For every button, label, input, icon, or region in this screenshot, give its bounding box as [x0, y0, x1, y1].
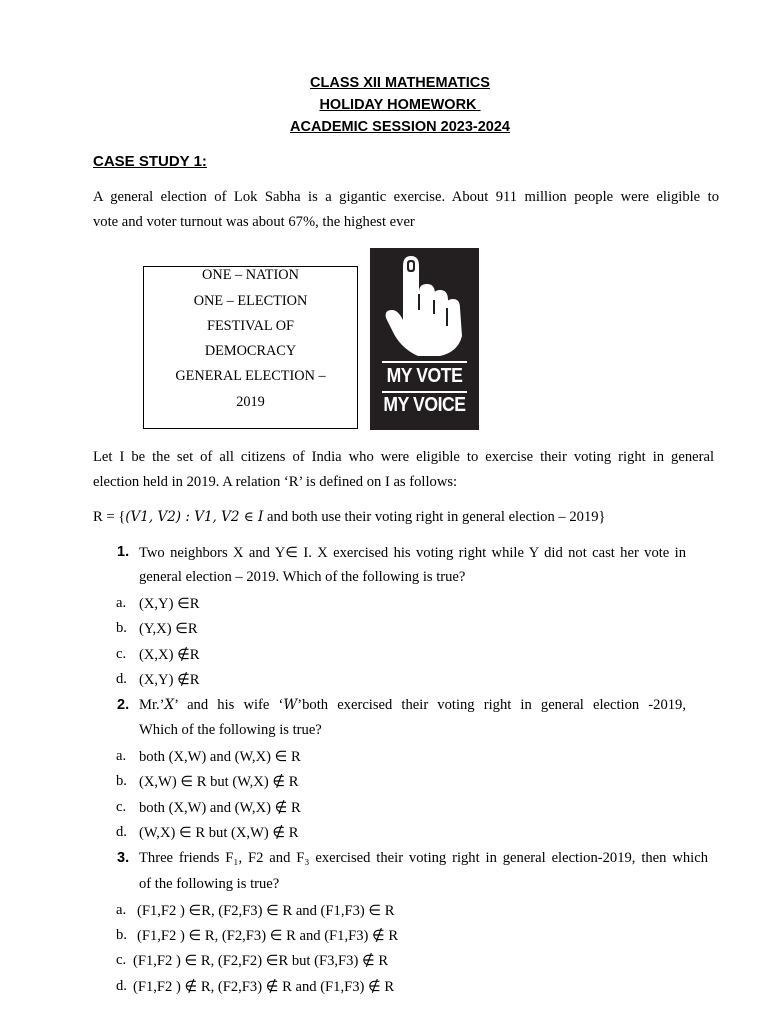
slogan-line: 2019: [236, 394, 265, 410]
question-1-line-2: general election – 2019. Which of the following is true?: [139, 569, 466, 585]
intro-line-1: A general election of Lok Sabha is a gigantic exercise. About 911 million people were eligible to: [93, 189, 719, 205]
question-2-line-1: [139, 697, 686, 714]
option-text: (Y,X) ∈R: [139, 621, 198, 637]
option-letter: b.: [116, 620, 127, 636]
option-a: [116, 748, 301, 765]
poster-divider: [382, 391, 467, 393]
q2-var-x: X: [164, 697, 175, 713]
option-text: (F1,F2 ) ∈ R, (F2,F2) ∈R but (F3,F3) ∉ R: [133, 953, 389, 969]
option-letter: a.: [116, 595, 127, 611]
title-class: CLASS XII MATHEMATICS: [310, 75, 490, 91]
option-text: (F1,F2 ) ∉ R, (F2,F3) ∉ R and (F1,F3) ∉ R: [133, 979, 395, 995]
option-letter: b.: [116, 927, 127, 943]
slogan-line: FESTIVAL OF: [207, 318, 294, 334]
relation-def-suffix: and both use their voting right in general election – 2019}: [263, 509, 606, 525]
poster-divider: [382, 361, 467, 363]
question-3-line-1: Three friends F₁, F2 and F₃ exercised their voting right in general election-2019, then which: [139, 850, 708, 866]
option-letter: d.: [116, 978, 127, 994]
option-text: (X,Y) ∉R: [139, 672, 200, 688]
slogan-line: DEMOCRACY: [204, 343, 297, 359]
question-number: 3.: [117, 850, 130, 866]
slogan-box: [143, 266, 358, 429]
relation-def-math: (V1, V2) : V1, V2 ∈ I: [125, 509, 264, 525]
option-text: both (X,W) and (W,X) ∈ R: [139, 749, 301, 765]
option-c: [116, 952, 389, 969]
q2-text: ’ and his wife ‘: [174, 697, 284, 713]
option-text: (F1,F2 ) ∈ R, (F2,F3) ∈ R and (F1,F3) ∉ R: [137, 928, 399, 944]
relation-line-2: election held in 2019. A relation ‘R’ is defined on I as follows:: [93, 474, 458, 490]
relation-definition: [93, 509, 606, 526]
question-number: 1.: [117, 544, 130, 560]
option-c: [116, 646, 200, 663]
option-a: [116, 595, 200, 612]
option-letter: c.: [116, 646, 127, 662]
voting-hand-icon: [370, 248, 479, 368]
option-letter: d.: [116, 824, 127, 840]
title-holiday-homework: HOLIDAY HOMEWORK: [319, 97, 481, 113]
question-number: 2.: [117, 697, 130, 713]
option-letter: c.: [116, 952, 127, 968]
case-study-heading: CASE STUDY 1:: [93, 153, 207, 170]
option-text: (F1,F2 ) ∈R, (F2,F3) ∈ R and (F1,F3) ∈ R: [137, 903, 395, 919]
option-letter: d.: [116, 671, 127, 687]
option-d: [116, 824, 299, 841]
slogan-line: GENERAL ELECTION –: [175, 368, 326, 384]
option-d: [116, 978, 395, 995]
option-letter: a.: [116, 748, 127, 764]
slogan-line: ONE – NATION: [202, 267, 299, 283]
option-b: [116, 927, 399, 944]
my-vote-poster: [370, 248, 479, 430]
option-a: [116, 902, 395, 919]
intro-line-2: vote and voter turnout was about 67%, the highest ever: [93, 214, 415, 230]
q2-text: Mr.’: [139, 697, 165, 713]
option-text: both (X,W) and (W,X) ∉ R: [139, 800, 301, 816]
question-1-line-1: Two neighbors X and Y∈ I. X exercised his voting right while Y did not cast her vote in: [139, 545, 686, 561]
slogan-line: ONE – ELECTION: [193, 293, 308, 309]
option-letter: a.: [116, 902, 127, 918]
question-2-line-2: Which of the following is true?: [139, 722, 322, 738]
title-session: ACADEMIC SESSION 2023-2024: [290, 119, 510, 135]
option-text: (X,Y) ∈R: [139, 596, 200, 612]
option-d: [116, 671, 200, 688]
option-b: [116, 773, 299, 790]
option-letter: b.: [116, 773, 127, 789]
option-b: [116, 620, 198, 637]
option-c: [116, 799, 301, 816]
option-text: (X,W) ∈ R but (W,X) ∉ R: [139, 774, 299, 790]
option-letter: c.: [116, 799, 127, 815]
relation-line-1: Let I be the set of all citizens of India who were eligible to exercise their voting right in general: [93, 449, 714, 465]
poster-line-2: MY VOICE: [383, 394, 466, 416]
option-text: (X,X) ∉R: [139, 647, 200, 663]
option-text: (W,X) ∈ R but (X,W) ∉ R: [139, 825, 299, 841]
q2-var-w: W: [283, 697, 298, 713]
question-3-line-2: of the following is true?: [139, 876, 280, 892]
relation-def-prefix: R = {: [93, 509, 126, 525]
q2-text: ’both exercised their voting right in general election -2019,: [297, 697, 687, 713]
poster-line-1: MY VOTE: [386, 365, 463, 387]
